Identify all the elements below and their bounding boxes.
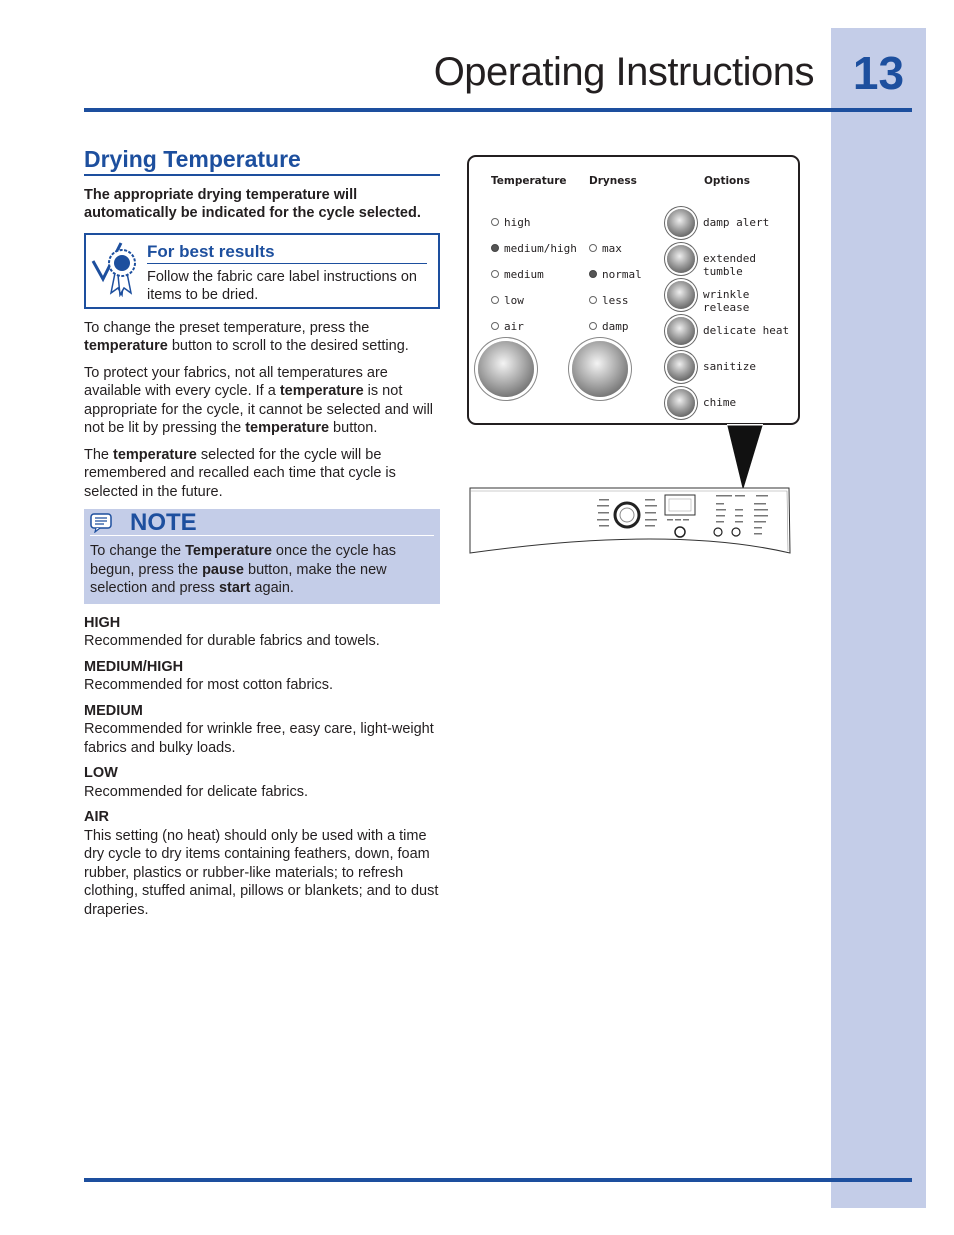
temp-option-air: air (491, 319, 524, 333)
note-title: NOTE (130, 508, 197, 536)
paragraph-change-preset: To change the preset temperature, press the temperature button to scroll to the desired setting. (84, 319, 409, 354)
delicate-heat-label: delicate heat (703, 324, 790, 337)
indicator-light (589, 270, 597, 278)
delicate-heat-button (667, 317, 695, 345)
indicator-light (491, 322, 499, 330)
setting-medium: MEDIUM Recommended for wrinkle free, easy care, light-weight fabrics and bulky loads. (84, 702, 434, 756)
note-icon (90, 513, 112, 533)
indicator-light (491, 218, 499, 226)
paragraph-remembered: The temperature selected for the cycle will be remembered and recalled each time that cycle is selected in the future. (84, 446, 396, 500)
damp-alert-label: damp alert (703, 216, 770, 229)
best-results-title: For best results (147, 243, 427, 265)
section-heading: Drying Temperature (84, 150, 440, 176)
wrinkle-release-label: wrinkle release (703, 288, 750, 314)
dryness-option-less: less (589, 293, 629, 307)
sanitize-button (667, 353, 695, 381)
note-body: To change the Temperature once the cycle has begun, press the pause button, make the new selection and press start again. (90, 543, 397, 596)
control-panel-illustration (467, 155, 800, 425)
footer-rule (84, 1178, 912, 1182)
dryness-header: Dryness (589, 175, 637, 187)
chime-label: chime (703, 396, 737, 409)
extended-tumble-button (667, 245, 695, 273)
options-header: Options (704, 175, 750, 187)
indicator-light (491, 296, 499, 304)
page-number: 13 (852, 47, 905, 99)
best-results-box (84, 233, 440, 309)
indicator-light (491, 244, 499, 252)
page-sidebar (831, 28, 926, 1208)
dryer-console-illustration (469, 485, 792, 559)
indicator-light (589, 296, 597, 304)
sanitize-label: sanitize (703, 360, 756, 373)
dryness-knob (572, 341, 628, 397)
award-ribbon-icon (91, 239, 141, 297)
setting-air: AIR This setting (no heat) should only be used with a time dry cycle to dry items containing feathers, down, foam rubber, plastics or rubber-like materials; to refresh clothing, stuffed animal, pillows or blankets; and to dust draperies. (84, 809, 439, 918)
damp-alert-button (667, 209, 695, 237)
page-title: Operating Instructions (433, 50, 814, 94)
dryness-option-max: max (589, 241, 622, 255)
wrinkle-release-button (667, 281, 695, 309)
setting-high: HIGH Recommended for durable fabrics and towels. (84, 614, 380, 649)
temp-option-medium: medium (491, 267, 544, 281)
main-column (84, 146, 440, 926)
chime-button (667, 389, 695, 417)
setting-medium-high: MEDIUM/HIGH Recommended for most cotton fabrics. (84, 658, 334, 693)
dryness-option-normal: normal (589, 267, 642, 281)
section-intro: The appropriate drying temperature will automatically be indicated for the cycle selected. (84, 186, 421, 221)
temperature-knob (478, 341, 534, 397)
paragraph-protect-fabrics: To protect your fabrics, not all temperatures are available with every cycle. If a temperature is not appropriate for the cycle, it cannot be selected and will not be lit by pressing the temperature button. (84, 364, 434, 436)
indicator-light (589, 322, 597, 330)
temp-option-medium-high: medium/high (491, 241, 577, 255)
indicator-light (491, 270, 499, 278)
temperature-header: Temperature (491, 175, 567, 187)
temp-option-low: low (491, 293, 524, 307)
indicator-light (589, 244, 597, 252)
best-results-body: Follow the fabric care label instructions on items to be dried. (147, 268, 417, 303)
setting-low: LOW Recommended for delicate fabrics. (84, 765, 309, 800)
temp-option-high: high (491, 215, 531, 229)
dryness-option-damp: damp (589, 319, 629, 333)
extended-tumble-label: extended tumble (703, 252, 756, 278)
header-rule (84, 108, 912, 112)
callout-pointer (725, 424, 765, 490)
note-box (84, 509, 440, 604)
